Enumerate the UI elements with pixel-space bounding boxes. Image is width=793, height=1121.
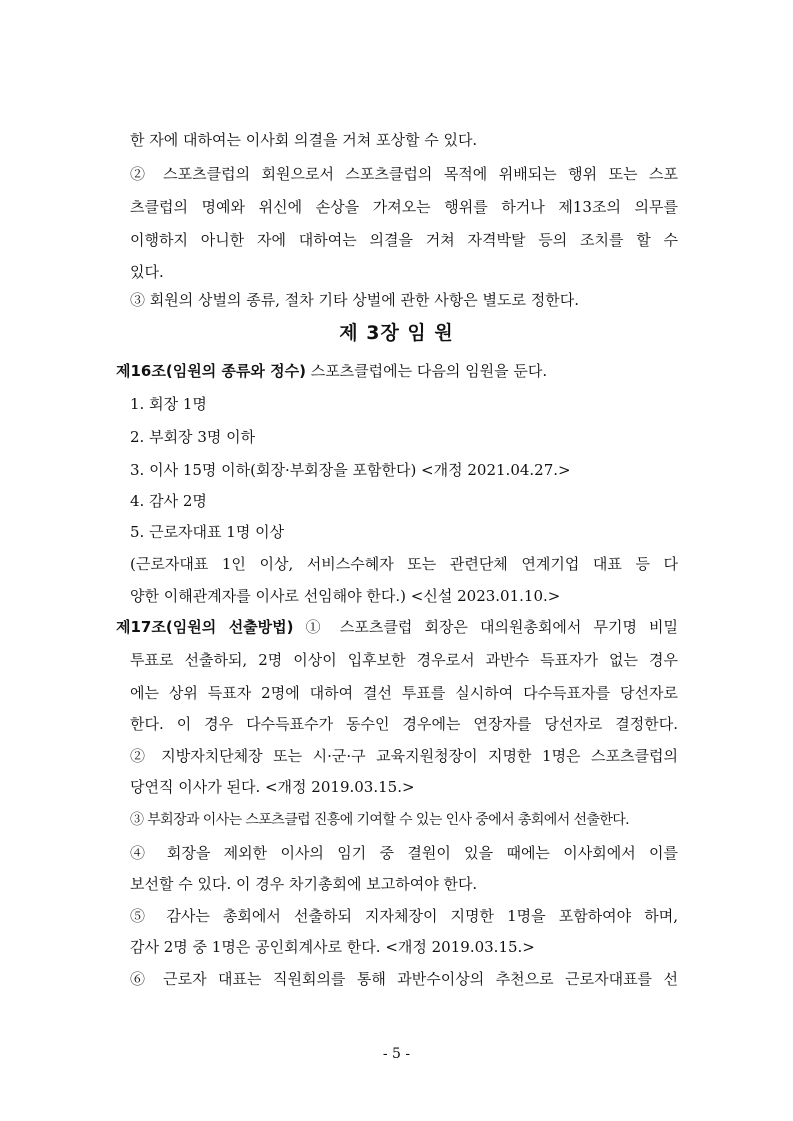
text-line: 있다. <box>130 263 164 281</box>
article-16-line <box>116 361 547 381</box>
page-number: - 5 - <box>382 1046 411 1062</box>
text-line: 투표로 선출하되, 2명 이상이 입후보한 경우로서 과반수 득표자가 없는 경우 <box>130 651 678 669</box>
text-line: ③ 부회장과 이사는 스포츠클럽 진흥에 기여할 수 있는 인사 중에서 총회에서 선출한다. <box>130 812 630 828</box>
text-line: 츠클럽의 명예와 위신에 손상을 가져오는 행위를 하거나 제13조의 의무를 <box>130 198 678 216</box>
article-17-p1-start: ① 스포츠클럽 회장은 대의원총회에서 무기명 비밀 <box>293 618 678 636</box>
article-17-line <box>116 617 678 637</box>
text-line: 감사 2명 중 1명은 공인회계사로 한다. <개정 2019.03.15.> <box>130 938 535 956</box>
text-line: 이행하지 아니한 자에 대하여는 의결을 거쳐 자격박탈 등의 조치를 할 수 <box>130 231 678 249</box>
article-17-title: 제17조(임원의 선출방법) <box>116 618 294 636</box>
article-16-intro: 스포츠클럽에는 다음의 임원을 둔다. <box>305 362 548 380</box>
text-line: 당연직 이사가 된다. <개정 2019.03.15.> <box>130 778 415 796</box>
text-line: ③ 회원의 상벌의 종류, 절차 기타 상벌에 관한 사항은 별도로 정한다. <box>130 291 579 309</box>
text-line: 에는 상위 득표자 2명에 대하여 결선 투표를 실시하여 다수득표자를 당선자로 <box>130 684 678 702</box>
text-line: 보선할 수 있다. 이 경우 차기총회에 보고하여야 한다. <box>130 875 478 893</box>
list-item: 1. 회장 1명 <box>130 395 207 413</box>
list-item: 3. 이사 15명 이하(회장·부회장을 포함한다) <개정 2021.04.27.> <box>130 461 571 479</box>
text-line: 한 자에 대하여는 이사회 의결을 거쳐 포상할 수 있다. <box>130 131 478 149</box>
text-line: ② 지방자치단체장 또는 시·군·구 교육지원청장이 지명한 1명은 스포츠클럽의 <box>130 747 678 765</box>
list-item: 5. 근로자대표 1명 이상 <box>130 523 285 541</box>
text-line: 한다. 이 경우 다수득표수가 동수인 경우에는 연장자를 당선자로 결정한다. <box>130 715 678 733</box>
text-line: 양한 이해관계자를 이사로 선임해야 한다.) <신설 2023.01.10.> <box>130 587 561 605</box>
text-line: ⑥ 근로자 대표는 직원회의를 통해 과반수이상의 추천으로 근로자대표를 선 <box>130 970 678 988</box>
article-16-title: 제16조(임원의 종류와 정수) <box>116 362 306 380</box>
text-line: (근로자대표 1인 이상, 서비스수혜자 또는 관련단체 연계기업 대표 등 다 <box>130 555 678 573</box>
list-item: 4. 감사 2명 <box>130 492 207 510</box>
list-item: 2. 부회장 3명 이하 <box>130 428 256 446</box>
text-line: ④ 회장을 제외한 이사의 임기 중 결원이 있을 때에는 이사회에서 이를 <box>130 844 678 862</box>
chapter-heading: 제 3장 임 원 <box>339 322 454 344</box>
text-line: ⑤ 감사는 총회에서 선출하되 지자체장이 지명한 1명을 포함하여야 하며, <box>130 907 678 925</box>
text-line: ② 스포츠클럽의 회원으로서 스포츠클럽의 목적에 위배되는 행위 또는 스포 <box>130 165 678 183</box>
